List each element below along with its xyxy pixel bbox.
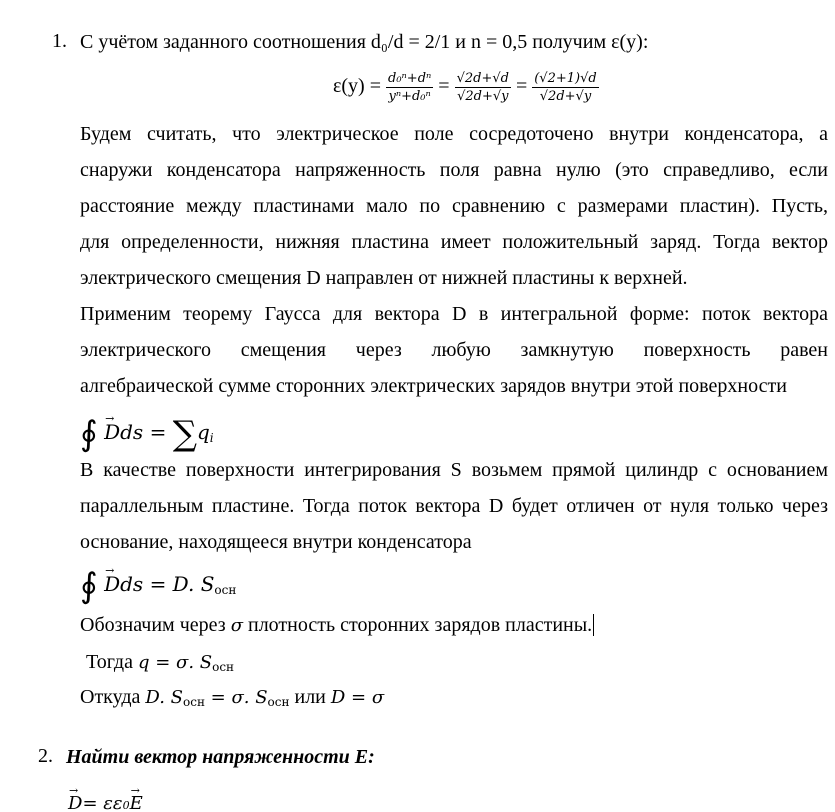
sum-symbol: ∑ (172, 414, 197, 454)
ds: ds (120, 572, 144, 596)
formula: D. S (145, 687, 183, 708)
list-number-2: 2. (38, 745, 53, 767)
contour-integral-symbol: ∮ (80, 414, 98, 454)
formula: q = σ. S (137, 652, 213, 673)
text: плотность сторонних зарядов пластины. (242, 614, 593, 636)
subscript: i (209, 431, 214, 445)
subscript: осн (214, 583, 237, 597)
vector-d: → D (104, 566, 120, 602)
subscript: осн (267, 695, 290, 709)
formula: = σ. S (204, 687, 268, 708)
subscript: 0 (122, 799, 130, 812)
paragraph-line: В качестве поверхности интегрирования S возьмем прямой цилиндр с основанием (80, 459, 828, 481)
vector-e: → E (130, 792, 143, 812)
paragraph-line: алгебраической сумме сторонних электрических зарядов внутри этой поверхности (80, 375, 787, 397)
equals: = (149, 420, 167, 444)
formula: D = σ (330, 687, 385, 708)
paragraph-line: основание, находящееся внутри конденсатора (80, 531, 472, 553)
formula-epsilon (333, 66, 599, 106)
text-cursor (593, 614, 594, 636)
paragraph-line: электрического смещения D направлен от нижней пластины к верхней. (80, 267, 688, 289)
q: q (196, 420, 210, 444)
fraction-denominator: √2d+√y (539, 88, 592, 104)
text: или (289, 686, 331, 708)
formula-rhs: = εε (82, 793, 123, 812)
paragraph-line: для определенности, нижняя пластина имеет положительный заряд. Тогда вектор (80, 231, 828, 253)
vector-d: → D (68, 792, 82, 812)
formula-d-eps-e (68, 792, 816, 812)
item2-heading: Найти вектор напряженности E: (66, 746, 375, 768)
fraction-1 (386, 70, 433, 105)
text: Тогда (86, 651, 138, 673)
paragraph-line: параллельным пластине. Тогда поток вектора D будет отличен от нуля только через (80, 495, 828, 517)
fraction-numerator: d₀ⁿ+dⁿ (388, 70, 432, 86)
fraction-numerator: √2d+√d (456, 70, 509, 86)
formula-rhs: = D. S (149, 572, 215, 596)
formula-gauss (80, 414, 828, 456)
paragraph-line: электрического смещения через любую замкнутую поверхность равен (80, 339, 828, 361)
text: Откуда (80, 686, 146, 708)
paragraph-line: Применим теорему Гаусса для вектора D в интегральной форме: поток вектора (80, 303, 828, 325)
fraction-denominator: yⁿ+d₀ⁿ (388, 88, 431, 104)
q-line (86, 650, 834, 679)
sigma-line (80, 613, 828, 638)
fraction-2 (455, 70, 511, 105)
ds: ds (120, 420, 144, 444)
contour-integral-symbol: ∮ (80, 566, 98, 606)
vector-d: → D (104, 414, 120, 450)
paragraph-line: снаружи конденсатора напряженность поля равна нулю (это справедливо, если (80, 159, 828, 181)
formula-lhs: ε(y) = (333, 75, 381, 97)
equals: = (515, 75, 528, 97)
fraction-numerator: (√2+1)√d (534, 70, 597, 86)
formula-flux (80, 566, 828, 608)
item1-text: С учётом заданного соотношения d₀/d = 2/1 и n = 0,5 получим ε(y): (80, 31, 649, 53)
from-line (80, 685, 828, 714)
paragraph-line: Будем считать, что электрическое поле сосредоточено внутри конденсатора, а (80, 123, 828, 145)
text: Обозначим через (80, 614, 231, 636)
fraction-3 (532, 70, 598, 105)
paragraph-line: расстояние между пластинами мало по сравнению с размерами пластин). Пусть, (80, 195, 828, 217)
subscript: осн (183, 695, 205, 709)
list-number-1: 1. (52, 30, 67, 52)
equals: = (438, 75, 450, 97)
fraction-denominator: √2d+√y (457, 88, 509, 104)
subscript: осн (212, 660, 235, 674)
sigma: σ (230, 615, 243, 636)
